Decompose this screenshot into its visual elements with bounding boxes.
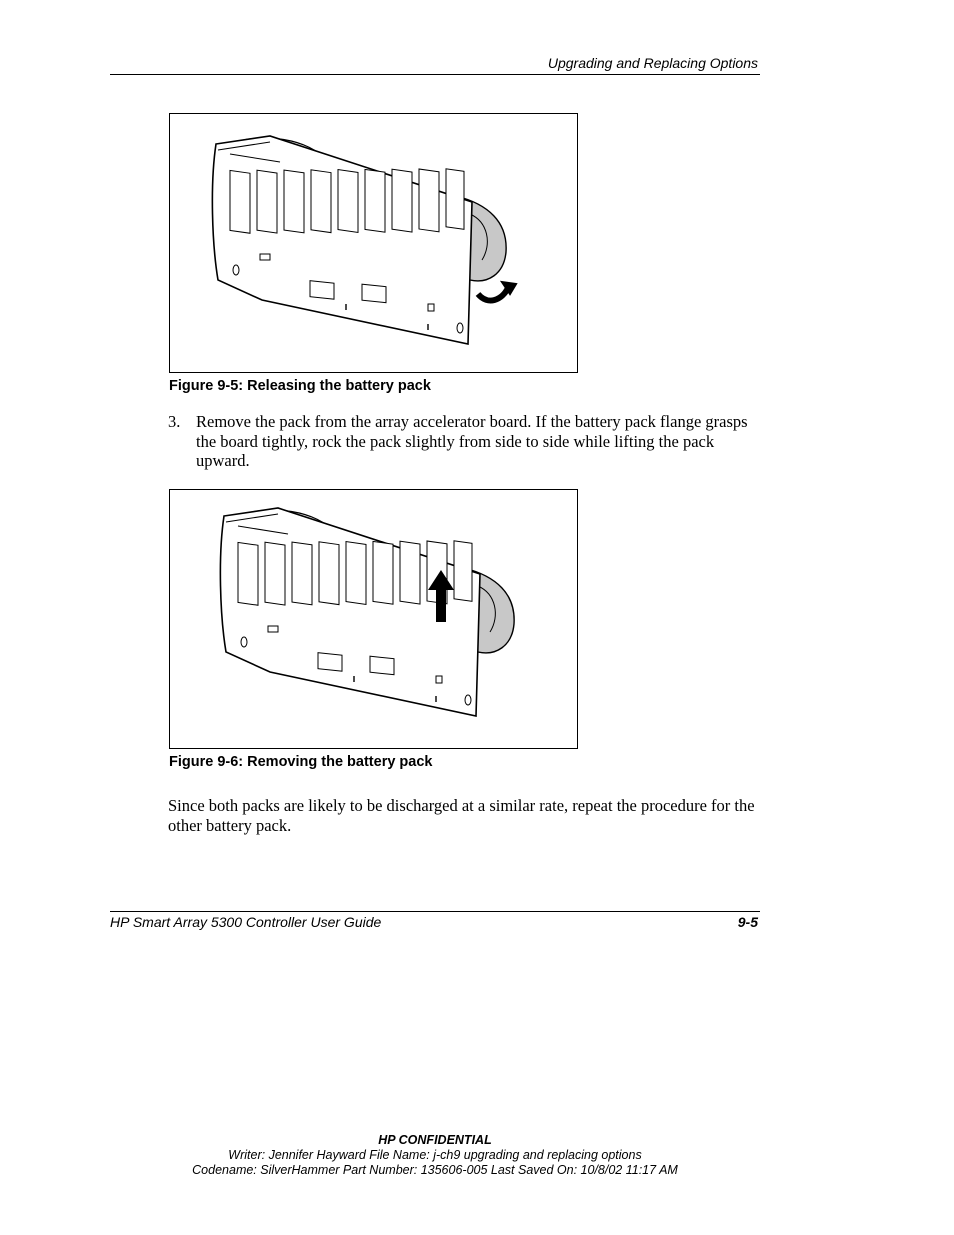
step-text: Remove the pack from the array accelerator board. If the battery pack flange grasps the board tightly, rock the pack slightly from side to side while lifting the pack upward. [196,412,748,470]
figure-caption: Figure 9-5: Releasing the battery pack [169,378,431,394]
confidential-codename-line: Codename: SilverHammer Part Number: 135606-005 Last Saved On: 10/8/02 11:17 AM [192,1163,678,1177]
page-number: 9-5 [737,914,758,930]
figure-removing-battery-pack [169,489,578,749]
running-header: Upgrading and Replacing Options [547,55,758,71]
step-number: 3. [168,412,181,431]
header-rule [110,74,760,75]
confidential-writer-line: Writer: Jennifer Hayward File Name: j-ch9 upgrading and replacing options [228,1148,642,1162]
footer-document-title: HP Smart Array 5300 Controller User Guide [110,914,382,930]
body-paragraph: Since both packs are likely to be discharged at a similar rate, repeat the procedure for the other battery pack. [168,796,755,835]
figure-releasing-battery-pack [169,113,578,373]
footer-rule [110,911,760,912]
figure-caption: Figure 9-6: Removing the battery pack [169,754,433,770]
procedure-step [168,412,768,471]
confidential-label: HP CONFIDENTIAL [378,1133,492,1147]
